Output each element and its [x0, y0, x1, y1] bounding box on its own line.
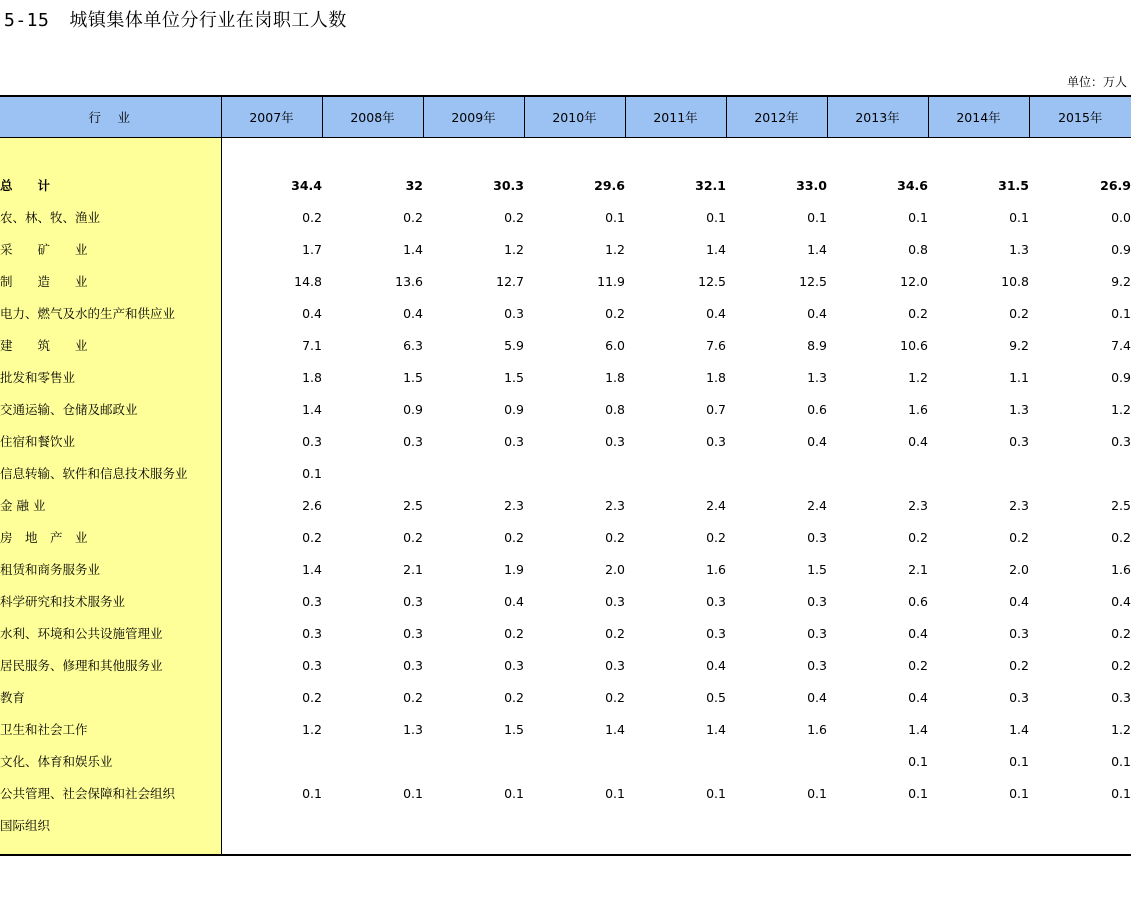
- value-cell: [928, 457, 1029, 489]
- industry-cell: 租赁和商务服务业: [0, 553, 221, 585]
- value-cell: 0.3: [605, 657, 625, 673]
- value-cell: [221, 841, 322, 855]
- table-row: [0, 265, 1131, 297]
- industry-cell: 居民服务、修理和其他服务业: [0, 649, 221, 681]
- value-cell: 0.2: [605, 305, 625, 321]
- table-row: [0, 713, 1131, 745]
- value-cell: 0.9: [1111, 369, 1131, 385]
- value-cell: 8.9: [807, 337, 827, 353]
- value-cell: [726, 841, 827, 855]
- value-cell: 1.2: [302, 721, 322, 737]
- table-title: 城镇集体单位分行业在岗职工人数: [69, 10, 347, 31]
- industry-cell: 电力、燃气及水的生产和供应业: [0, 297, 221, 329]
- value-cell: 1.3: [807, 369, 827, 385]
- table-row: [0, 809, 1131, 841]
- value-cell: 0.1: [908, 753, 928, 769]
- value-cell: [221, 809, 322, 841]
- industry-cell: 文化、体育和娱乐业: [0, 745, 221, 777]
- value-cell: 0.3: [504, 433, 524, 449]
- value-cell: [625, 745, 726, 777]
- value-cell: 0.2: [1009, 305, 1029, 321]
- value-cell: 0.2: [1009, 657, 1029, 673]
- value-cell: [322, 457, 423, 489]
- year-column-header: 2012年: [726, 96, 827, 138]
- value-cell: 0.7: [706, 401, 726, 417]
- value-cell: 1.4: [302, 561, 322, 577]
- value-cell: 0.3: [807, 529, 827, 545]
- table-row: [0, 297, 1131, 329]
- value-cell: 32: [405, 177, 423, 193]
- bottom-row: [0, 841, 1131, 855]
- value-cell: 0.1: [807, 785, 827, 801]
- industry-column-header: 行 业: [0, 96, 221, 138]
- value-cell: 0.2: [504, 689, 524, 705]
- value-cell: 0.4: [908, 433, 928, 449]
- table-row: [0, 489, 1131, 521]
- value-cell: [625, 457, 726, 489]
- value-cell: 9.2: [1111, 273, 1131, 289]
- value-cell: 1.4: [302, 401, 322, 417]
- value-cell: 2.4: [706, 497, 726, 513]
- industry-cell: 公共管理、社会保障和社会组织: [0, 777, 221, 809]
- header-row: [0, 96, 1131, 138]
- value-cell: [726, 745, 827, 777]
- value-cell: 1.4: [706, 241, 726, 257]
- value-cell: [423, 745, 524, 777]
- value-cell: [322, 138, 423, 170]
- value-cell: 26.9: [1100, 177, 1131, 193]
- industry-cell: 交通运输、仓储及邮政业: [0, 393, 221, 425]
- value-cell: 7.6: [706, 337, 726, 353]
- value-cell: 1.3: [403, 721, 423, 737]
- value-cell: 0.1: [706, 785, 726, 801]
- value-cell: 10.6: [900, 337, 928, 353]
- value-cell: [928, 841, 1029, 855]
- data-table: [0, 95, 1131, 856]
- year-column-header: 2007年: [221, 96, 322, 138]
- value-cell: 0.1: [908, 785, 928, 801]
- value-cell: 2.3: [504, 497, 524, 513]
- value-cell: 0.3: [706, 593, 726, 609]
- value-cell: 1.4: [1009, 721, 1029, 737]
- value-cell: [928, 809, 1029, 841]
- value-cell: [625, 138, 726, 170]
- value-cell: 1.5: [504, 369, 524, 385]
- value-cell: 0.1: [807, 209, 827, 225]
- value-cell: 13.6: [395, 273, 423, 289]
- value-cell: 0.4: [1111, 593, 1131, 609]
- value-cell: 1.1: [1009, 369, 1029, 385]
- industry-cell: 卫生和社会工作: [0, 713, 221, 745]
- industry-cell: 国际组织: [0, 809, 221, 841]
- value-cell: 1.2: [605, 241, 625, 257]
- value-cell: 0.3: [807, 657, 827, 673]
- value-cell: 0.1: [908, 209, 928, 225]
- value-cell: 0.2: [1111, 529, 1131, 545]
- value-cell: 0.2: [908, 529, 928, 545]
- value-cell: 29.6: [594, 177, 625, 193]
- industry-cell: 水利、环境和公共设施管理业: [0, 617, 221, 649]
- table-row: [0, 777, 1131, 809]
- value-cell: 0.9: [403, 401, 423, 417]
- value-cell: 0.3: [302, 657, 322, 673]
- value-cell: 7.1: [302, 337, 322, 353]
- value-cell: 0.2: [302, 529, 322, 545]
- year-column-header: 2013年: [827, 96, 928, 138]
- value-cell: 1.5: [807, 561, 827, 577]
- industry-cell: 建 筑 业: [0, 329, 221, 361]
- industry-cell: 批发和零售业: [0, 361, 221, 393]
- value-cell: 0.9: [504, 401, 524, 417]
- value-cell: 0.2: [504, 529, 524, 545]
- value-cell: [524, 841, 625, 855]
- table-row: [0, 553, 1131, 585]
- table-row: [0, 425, 1131, 457]
- value-cell: 0.3: [403, 657, 423, 673]
- value-cell: [827, 457, 928, 489]
- value-cell: 0.1: [605, 209, 625, 225]
- value-cell: 0.4: [706, 305, 726, 321]
- value-cell: 33.0: [796, 177, 827, 193]
- value-cell: 0.2: [908, 305, 928, 321]
- industry-cell: 农、林、牧、渔业: [0, 201, 221, 233]
- value-cell: 32.1: [695, 177, 726, 193]
- value-cell: 0.4: [1009, 593, 1029, 609]
- value-cell: 0.2: [302, 209, 322, 225]
- value-cell: 1.4: [908, 721, 928, 737]
- value-cell: 0.2: [403, 529, 423, 545]
- value-cell: 34.4: [291, 177, 322, 193]
- value-cell: 0.4: [807, 689, 827, 705]
- value-cell: 0.2: [706, 529, 726, 545]
- value-cell: 1.2: [1111, 721, 1131, 737]
- value-cell: 1.8: [302, 369, 322, 385]
- value-cell: 1.3: [1009, 241, 1029, 257]
- industry-cell: 住宿和餐饮业: [0, 425, 221, 457]
- value-cell: 2.3: [605, 497, 625, 513]
- industry-cell: [0, 841, 221, 855]
- value-cell: 0.3: [504, 305, 524, 321]
- value-cell: [322, 841, 423, 855]
- year-column-header: 2009年: [423, 96, 524, 138]
- table-row: [0, 745, 1131, 777]
- value-cell: 5.9: [504, 337, 524, 353]
- value-cell: [423, 841, 524, 855]
- value-cell: 1.5: [504, 721, 524, 737]
- value-cell: 0.1: [403, 785, 423, 801]
- industry-cell: 金 融 业: [0, 489, 221, 521]
- value-cell: [322, 745, 423, 777]
- value-cell: 34.6: [897, 177, 928, 193]
- value-cell: 0.4: [302, 305, 322, 321]
- value-cell: [726, 809, 827, 841]
- value-cell: 2.4: [807, 497, 827, 513]
- value-cell: 1.8: [706, 369, 726, 385]
- value-cell: 0.1: [1111, 753, 1131, 769]
- value-cell: [423, 457, 524, 489]
- value-cell: 9.2: [1009, 337, 1029, 353]
- value-cell: 0.5: [706, 689, 726, 705]
- value-cell: 0.2: [504, 209, 524, 225]
- value-cell: 0.4: [403, 305, 423, 321]
- value-cell: 0.3: [302, 593, 322, 609]
- industry-cell: 采 矿 业: [0, 233, 221, 265]
- page-title: [4, 6, 347, 32]
- value-cell: 0.2: [605, 689, 625, 705]
- value-cell: 0.3: [302, 433, 322, 449]
- value-cell: 0.2: [605, 529, 625, 545]
- value-cell: 0.3: [1111, 689, 1131, 705]
- year-column-header: 2011年: [625, 96, 726, 138]
- value-cell: 0.9: [1111, 241, 1131, 257]
- value-cell: 0.1: [302, 465, 322, 481]
- value-cell: 12.5: [799, 273, 827, 289]
- value-cell: 6.3: [403, 337, 423, 353]
- value-cell: 0.4: [807, 305, 827, 321]
- value-cell: [524, 138, 625, 170]
- table-row: [0, 521, 1131, 553]
- value-cell: 0.3: [807, 593, 827, 609]
- value-cell: [524, 745, 625, 777]
- value-cell: 0.3: [605, 433, 625, 449]
- table-row: [0, 329, 1131, 361]
- total-row: [0, 169, 1131, 201]
- value-cell: 0.3: [403, 433, 423, 449]
- value-cell: 2.6: [302, 497, 322, 513]
- value-cell: 1.6: [807, 721, 827, 737]
- value-cell: 0.2: [1111, 625, 1131, 641]
- value-cell: [726, 457, 827, 489]
- year-column-header: 2015年: [1029, 96, 1131, 138]
- value-cell: 0.3: [1009, 625, 1029, 641]
- value-cell: 0.3: [1009, 433, 1029, 449]
- value-cell: [221, 745, 322, 777]
- value-cell: 2.1: [908, 561, 928, 577]
- value-cell: [423, 138, 524, 170]
- value-cell: 0.2: [302, 689, 322, 705]
- value-cell: 0.4: [908, 625, 928, 641]
- value-cell: 0.2: [504, 625, 524, 641]
- unit-label: 单位：万人: [1066, 75, 1127, 89]
- value-cell: 0.1: [504, 785, 524, 801]
- value-cell: 0.3: [403, 625, 423, 641]
- value-cell: 0.3: [1009, 689, 1029, 705]
- value-cell: 0.4: [807, 433, 827, 449]
- value-cell: 0.1: [1009, 785, 1029, 801]
- industry-cell: 信息转输、软件和信息技术服务业: [0, 457, 221, 489]
- value-cell: 0.6: [807, 401, 827, 417]
- value-cell: [827, 809, 928, 841]
- value-cell: [625, 841, 726, 855]
- year-column-header: 2008年: [322, 96, 423, 138]
- industry-cell: 房 地 产 业: [0, 521, 221, 553]
- value-cell: 12.0: [900, 273, 928, 289]
- value-cell: 1.3: [1009, 401, 1029, 417]
- value-cell: 1.4: [706, 721, 726, 737]
- value-cell: 0.3: [807, 625, 827, 641]
- industry-cell: 总 计: [0, 169, 221, 201]
- value-cell: 11.9: [597, 273, 625, 289]
- value-cell: 2.5: [1111, 497, 1131, 513]
- value-cell: [1029, 138, 1131, 170]
- industry-cell: [0, 138, 221, 170]
- value-cell: 1.4: [807, 241, 827, 257]
- value-cell: 12.7: [496, 273, 524, 289]
- industry-cell: 科学研究和技术服务业: [0, 585, 221, 617]
- table-row: [0, 681, 1131, 713]
- value-cell: 2.3: [908, 497, 928, 513]
- table-row: [0, 457, 1131, 489]
- value-cell: 0.2: [605, 625, 625, 641]
- value-cell: 0.4: [908, 689, 928, 705]
- value-cell: 2.0: [605, 561, 625, 577]
- value-cell: 0.4: [504, 593, 524, 609]
- value-cell: 2.5: [403, 497, 423, 513]
- value-cell: 6.0: [605, 337, 625, 353]
- value-cell: 0.3: [504, 657, 524, 673]
- value-cell: 1.6: [1111, 561, 1131, 577]
- value-cell: [322, 809, 423, 841]
- value-cell: 1.8: [605, 369, 625, 385]
- value-cell: 0.1: [1009, 209, 1029, 225]
- table-row: [0, 201, 1131, 233]
- value-cell: 1.2: [504, 241, 524, 257]
- value-cell: [1029, 809, 1131, 841]
- value-cell: 0.3: [706, 625, 726, 641]
- value-cell: [625, 809, 726, 841]
- industry-cell: 制 造 业: [0, 265, 221, 297]
- value-cell: 12.5: [698, 273, 726, 289]
- value-cell: 1.6: [908, 401, 928, 417]
- table-row: [0, 585, 1131, 617]
- value-cell: [524, 457, 625, 489]
- value-cell: 0.2: [403, 689, 423, 705]
- value-cell: [1029, 841, 1131, 855]
- value-cell: 0.1: [1009, 753, 1029, 769]
- table-body: [0, 138, 1131, 856]
- value-cell: 0.4: [706, 657, 726, 673]
- value-cell: 1.6: [706, 561, 726, 577]
- value-cell: [928, 138, 1029, 170]
- value-cell: 2.1: [403, 561, 423, 577]
- value-cell: 2.3: [1009, 497, 1029, 513]
- value-cell: [221, 138, 322, 170]
- value-cell: 1.9: [504, 561, 524, 577]
- value-cell: 0.3: [302, 625, 322, 641]
- value-cell: 30.3: [493, 177, 524, 193]
- value-cell: 0.8: [605, 401, 625, 417]
- value-cell: 0.2: [1111, 657, 1131, 673]
- year-column-header: 2010年: [524, 96, 625, 138]
- year-column-header: 2014年: [928, 96, 1029, 138]
- value-cell: 0.1: [1111, 305, 1131, 321]
- industry-cell: 教育: [0, 681, 221, 713]
- value-cell: 31.5: [998, 177, 1029, 193]
- value-cell: 1.2: [1111, 401, 1131, 417]
- value-cell: [726, 138, 827, 170]
- value-cell: 0.2: [1009, 529, 1029, 545]
- value-cell: 1.4: [403, 241, 423, 257]
- value-cell: 1.4: [605, 721, 625, 737]
- value-cell: 0.1: [1111, 785, 1131, 801]
- value-cell: [827, 138, 928, 170]
- value-cell: [524, 809, 625, 841]
- table-row: [0, 393, 1131, 425]
- value-cell: 0.0: [1111, 209, 1131, 225]
- value-cell: 0.3: [706, 433, 726, 449]
- table-row: [0, 361, 1131, 393]
- value-cell: 14.8: [294, 273, 322, 289]
- value-cell: 1.7: [302, 241, 322, 257]
- value-cell: 0.8: [908, 241, 928, 257]
- value-cell: [827, 841, 928, 855]
- value-cell: 0.1: [706, 209, 726, 225]
- value-cell: 1.5: [403, 369, 423, 385]
- value-cell: 0.6: [908, 593, 928, 609]
- value-cell: [423, 809, 524, 841]
- value-cell: 0.2: [403, 209, 423, 225]
- value-cell: 0.2: [908, 657, 928, 673]
- value-cell: [1029, 457, 1131, 489]
- value-cell: 0.1: [605, 785, 625, 801]
- value-cell: 7.4: [1111, 337, 1131, 353]
- table-number: 5-15: [4, 10, 50, 31]
- value-cell: 10.8: [1001, 273, 1029, 289]
- value-cell: 1.2: [908, 369, 928, 385]
- value-cell: 0.3: [605, 593, 625, 609]
- value-cell: 0.3: [1111, 433, 1131, 449]
- value-cell: 0.3: [403, 593, 423, 609]
- table-row: [0, 233, 1131, 265]
- value-cell: 2.0: [1009, 561, 1029, 577]
- spacer-row: [0, 138, 1131, 170]
- value-cell: 0.1: [302, 785, 322, 801]
- table-row: [0, 617, 1131, 649]
- table-row: [0, 649, 1131, 681]
